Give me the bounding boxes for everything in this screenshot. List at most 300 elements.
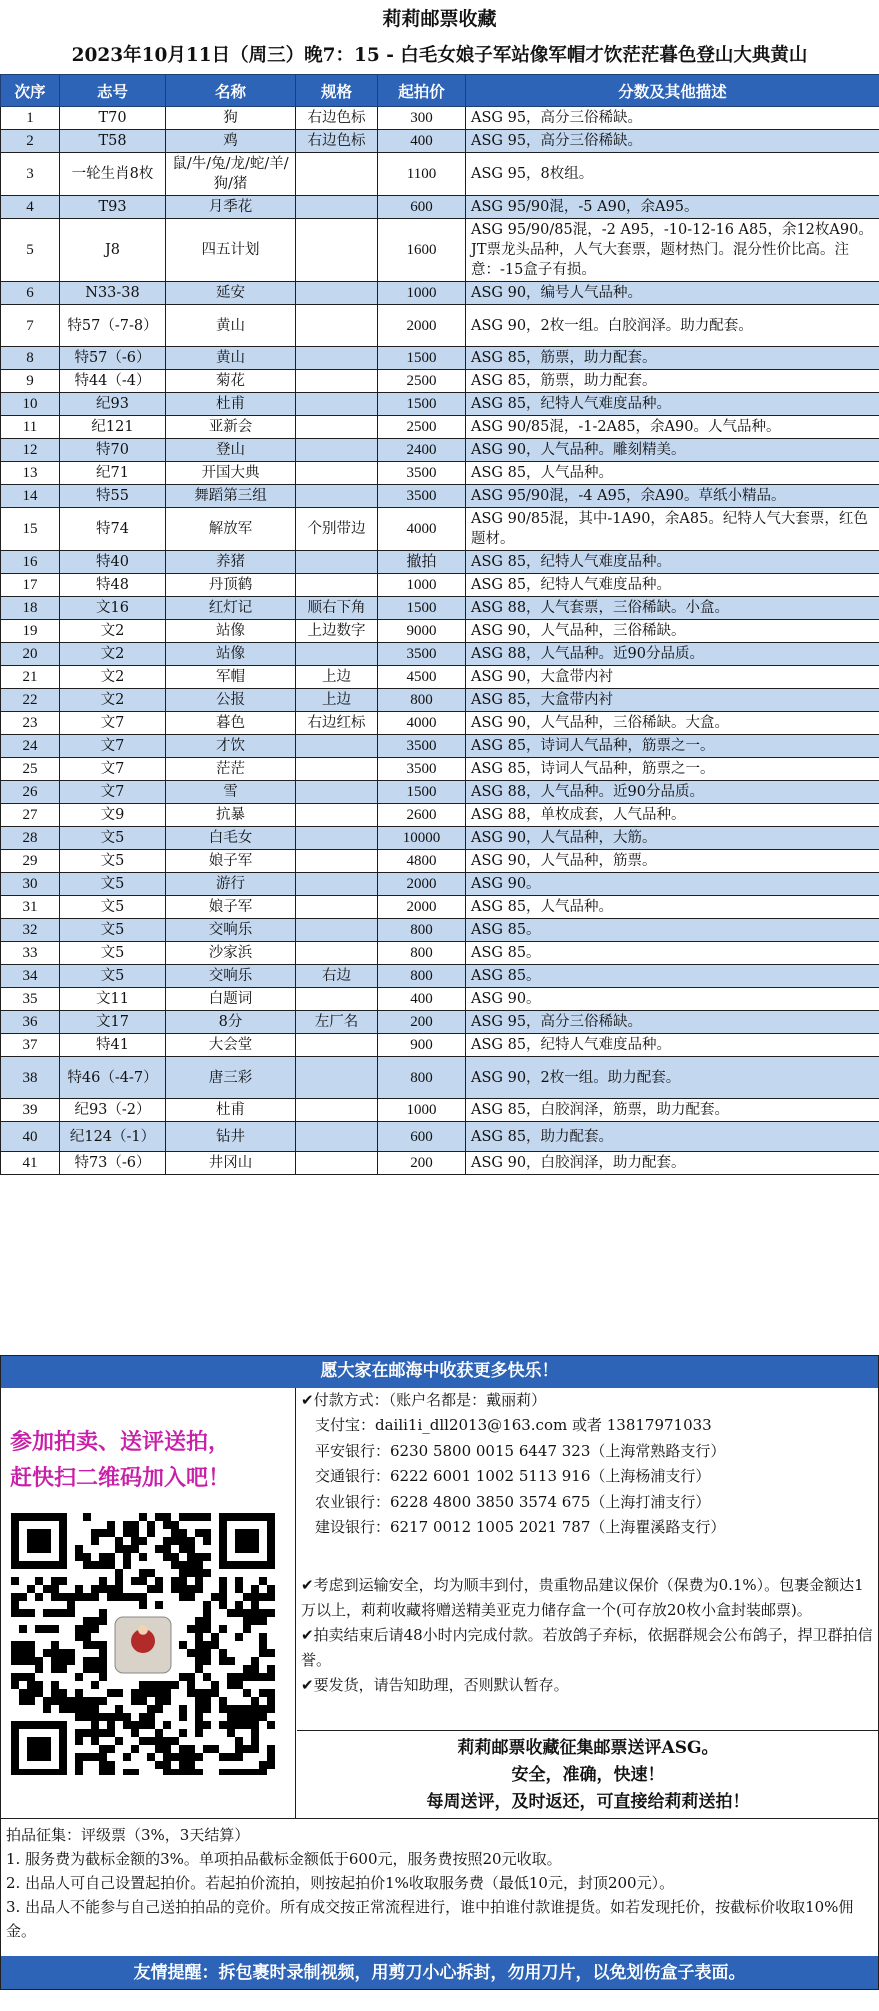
lot-code: 特55 bbox=[60, 485, 166, 508]
lot-code: 文7 bbox=[60, 712, 166, 735]
lot-spec bbox=[296, 551, 378, 574]
lot-name: 交响乐 bbox=[166, 919, 296, 942]
lot-code: 特57（-6） bbox=[60, 347, 166, 370]
table-row bbox=[1, 597, 879, 620]
lot-number: 18 bbox=[1, 597, 60, 620]
table-row bbox=[1, 666, 879, 689]
lot-spec bbox=[296, 1034, 378, 1057]
lot-start-price: 1500 bbox=[378, 393, 466, 416]
table-row bbox=[1, 370, 879, 393]
lot-number: 19 bbox=[1, 620, 60, 643]
lot-start-price: 3500 bbox=[378, 643, 466, 666]
table-row bbox=[1, 416, 879, 439]
lot-description: ASG 95/90混，-5 A90，余A95。 bbox=[466, 196, 879, 219]
lot-name: 沙家浜 bbox=[166, 942, 296, 965]
table-row bbox=[1, 439, 879, 462]
slogan-line-1: 莉莉邮票收藏征集邮票送评ASG。 bbox=[457, 1738, 719, 1758]
rules-header: 拍品征集：评级票（3%，3天结算） bbox=[6, 1826, 250, 1844]
grading-slogan bbox=[297, 1730, 879, 1818]
lot-name: 四五计划 bbox=[166, 219, 296, 282]
table-row bbox=[1, 219, 879, 282]
lot-name: 杜甫 bbox=[166, 393, 296, 416]
lot-spec: 上边数字 bbox=[296, 620, 378, 643]
header-no: 次序 bbox=[1, 75, 60, 107]
lot-name: 鸡 bbox=[166, 130, 296, 153]
lot-spec bbox=[296, 393, 378, 416]
lot-spec bbox=[296, 735, 378, 758]
lot-spec: 个别带边 bbox=[296, 508, 378, 551]
lot-start-price: 800 bbox=[378, 942, 466, 965]
lot-code: J8 bbox=[60, 219, 166, 282]
lot-spec: 右边红标 bbox=[296, 712, 378, 735]
lot-spec bbox=[296, 1122, 378, 1152]
lot-number: 12 bbox=[1, 439, 60, 462]
lot-code: 文2 bbox=[60, 689, 166, 712]
lot-description: ASG 90。 bbox=[466, 988, 879, 1011]
lot-code: 文2 bbox=[60, 620, 166, 643]
lot-start-price: 900 bbox=[378, 1034, 466, 1057]
lot-code: 纪121 bbox=[60, 416, 166, 439]
lot-description: ASG 95，8枚组。 bbox=[466, 153, 879, 196]
lot-number: 10 bbox=[1, 393, 60, 416]
table-row bbox=[1, 462, 879, 485]
lot-number: 1 bbox=[1, 107, 60, 130]
lot-start-price: 1000 bbox=[378, 574, 466, 597]
table-row bbox=[1, 804, 879, 827]
header-price: 起拍价 bbox=[378, 75, 466, 107]
lot-start-price: 2000 bbox=[378, 305, 466, 347]
lot-code: T93 bbox=[60, 196, 166, 219]
lot-number: 37 bbox=[1, 1034, 60, 1057]
rule-item: 1. 服务费为截标金额的3%。单项拍品截标金额低于600元，服务费按照20元收取。 bbox=[6, 1850, 562, 1868]
table-row bbox=[1, 1011, 879, 1034]
lot-number: 8 bbox=[1, 347, 60, 370]
lot-start-price: 4000 bbox=[378, 712, 466, 735]
payment-deadline-note: ✔拍卖结束后请48小时内完成付款。若放鸽子弃标，依据群规会公布鸽子，捍卫群拍信誉。 bbox=[301, 1626, 873, 1669]
lot-spec bbox=[296, 370, 378, 393]
lot-code: T58 bbox=[60, 130, 166, 153]
lot-spec bbox=[296, 643, 378, 666]
lot-name: 唐三彩 bbox=[166, 1057, 296, 1099]
lot-start-price: 600 bbox=[378, 1122, 466, 1152]
lot-spec: 上边 bbox=[296, 689, 378, 712]
lot-spec bbox=[296, 196, 378, 219]
lot-code: 特44（-4） bbox=[60, 370, 166, 393]
table-row bbox=[1, 508, 879, 551]
lot-name: 菊花 bbox=[166, 370, 296, 393]
lot-number: 38 bbox=[1, 1057, 60, 1099]
lot-description: ASG 90，大盒带内衬 bbox=[466, 666, 879, 689]
lot-start-price: 4800 bbox=[378, 850, 466, 873]
lot-description: ASG 90，人气品种，三俗稀缺。大盒。 bbox=[466, 712, 879, 735]
table-row bbox=[1, 107, 879, 130]
header-code: 志号 bbox=[60, 75, 166, 107]
lot-name: 交响乐 bbox=[166, 965, 296, 988]
lot-description: ASG 95，高分三俗稀缺。 bbox=[466, 130, 879, 153]
lot-spec bbox=[296, 153, 378, 196]
lot-spec bbox=[296, 873, 378, 896]
slogan-line-2: 安全，准确，快速！ bbox=[511, 1765, 665, 1785]
table-row bbox=[1, 965, 879, 988]
lot-description: ASG 85，大盒带内衬 bbox=[466, 689, 879, 712]
lot-number: 5 bbox=[1, 219, 60, 282]
lot-number: 41 bbox=[1, 1152, 60, 1175]
lot-name: 雪 bbox=[166, 781, 296, 804]
lot-start-price: 3500 bbox=[378, 758, 466, 781]
lot-spec bbox=[296, 347, 378, 370]
promo-line-2: 赶快扫二维码加入吧！ bbox=[10, 1465, 231, 1491]
lot-number: 24 bbox=[1, 735, 60, 758]
header-desc: 分数及其他描述 bbox=[466, 75, 879, 107]
lot-name: 白毛女 bbox=[166, 827, 296, 850]
lot-description: ASG 90，白胶润泽，助力配套。 bbox=[466, 1152, 879, 1175]
lot-code: 文7 bbox=[60, 758, 166, 781]
friendly-reminder: 友情提醒：拆包裹时录制视频，用剪刀小心拆封，勿用刀片，以免划伤盒子表面。 bbox=[0, 1956, 879, 1990]
lot-code: 文11 bbox=[60, 988, 166, 1011]
lot-start-price: 1500 bbox=[378, 781, 466, 804]
lot-number: 35 bbox=[1, 988, 60, 1011]
lot-start-price: 800 bbox=[378, 919, 466, 942]
table-row bbox=[1, 282, 879, 305]
table-row bbox=[1, 153, 879, 196]
lot-description: ASG 85，纪特人气难度品种。 bbox=[466, 551, 879, 574]
lot-start-price: 10000 bbox=[378, 827, 466, 850]
lot-start-price: 1000 bbox=[378, 1099, 466, 1122]
lot-start-price: 4500 bbox=[378, 666, 466, 689]
lot-code: 特41 bbox=[60, 1034, 166, 1057]
lot-spec bbox=[296, 219, 378, 282]
lot-spec: 上边 bbox=[296, 666, 378, 689]
bank-account: 建设银行：6217 0012 1005 2021 787（上海瞿溪路支行） bbox=[315, 1518, 726, 1536]
lot-name: 白题词 bbox=[166, 988, 296, 1011]
lot-code: 特70 bbox=[60, 439, 166, 462]
lot-description: ASG 85，纪特人气难度品种。 bbox=[466, 393, 879, 416]
lot-spec bbox=[296, 850, 378, 873]
lot-name: 狗 bbox=[166, 107, 296, 130]
lot-description: ASG 88，人气套票，三俗稀缺。小盒。 bbox=[466, 597, 879, 620]
greeting-banner: 愿大家在邮海中收获更多快乐！ bbox=[0, 1355, 879, 1388]
lot-name: 舞蹈第三组 bbox=[166, 485, 296, 508]
lot-name: 茫茫 bbox=[166, 758, 296, 781]
lot-number: 20 bbox=[1, 643, 60, 666]
lot-name: 站像 bbox=[166, 643, 296, 666]
lot-description: ASG 90，人气品种，筋票。 bbox=[466, 850, 879, 873]
lot-description: ASG 90，人气品种。雕刻精美。 bbox=[466, 439, 879, 462]
table-row bbox=[1, 689, 879, 712]
lot-description: ASG 90/85混，-1-2A85，余A90。人气品种。 bbox=[466, 416, 879, 439]
lot-number: 36 bbox=[1, 1011, 60, 1034]
lot-code: 文9 bbox=[60, 804, 166, 827]
lot-number: 11 bbox=[1, 416, 60, 439]
payment-header: ✔付款方式：（账户名都是：戴丽莉） bbox=[301, 1391, 547, 1409]
lot-spec bbox=[296, 988, 378, 1011]
lot-start-price: 800 bbox=[378, 1057, 466, 1099]
lot-number: 6 bbox=[1, 282, 60, 305]
lot-code: 文5 bbox=[60, 827, 166, 850]
lot-start-price: 2000 bbox=[378, 896, 466, 919]
lot-number: 3 bbox=[1, 153, 60, 196]
promo-text bbox=[10, 1424, 290, 1496]
header-name: 名称 bbox=[166, 75, 296, 107]
lot-name: 杜甫 bbox=[166, 1099, 296, 1122]
lot-spec bbox=[296, 1152, 378, 1175]
table-row bbox=[1, 758, 879, 781]
table-row bbox=[1, 873, 879, 896]
lot-code: 纪71 bbox=[60, 462, 166, 485]
lot-start-price: 1600 bbox=[378, 219, 466, 282]
table-row bbox=[1, 1099, 879, 1122]
table-row bbox=[1, 1152, 879, 1175]
lot-description: ASG 90。 bbox=[466, 873, 879, 896]
lot-name: 娘子军 bbox=[166, 850, 296, 873]
lot-name: 游行 bbox=[166, 873, 296, 896]
lot-code: 文5 bbox=[60, 919, 166, 942]
lot-number: 13 bbox=[1, 462, 60, 485]
lot-spec bbox=[296, 781, 378, 804]
table-row bbox=[1, 574, 879, 597]
lot-start-price: 3500 bbox=[378, 485, 466, 508]
lot-description: ASG 85，筋票，助力配套。 bbox=[466, 370, 879, 393]
lot-start-price: 300 bbox=[378, 107, 466, 130]
lot-spec: 顺右下角 bbox=[296, 597, 378, 620]
bank-account: 交通银行：6222 6001 1002 5113 916（上海杨浦支行） bbox=[315, 1467, 711, 1485]
lot-code: 特57（-7-8） bbox=[60, 305, 166, 347]
table-row bbox=[1, 393, 879, 416]
lot-number: 32 bbox=[1, 919, 60, 942]
lot-start-price: 2500 bbox=[378, 416, 466, 439]
lot-description: ASG 90，人气品种，三俗稀缺。 bbox=[466, 620, 879, 643]
lot-description: ASG 95/90/85混，-2 A95，-10-12-16 A85，余12枚A90。JT票龙头品种，人气大套票，题材热门。混分性价比高。注意：-15盒子有损。 bbox=[466, 219, 879, 282]
lot-name: 养猪 bbox=[166, 551, 296, 574]
alipay-account: 支付宝：daili1i_dll2013@163.com 或者 13817971033 bbox=[315, 1416, 712, 1434]
lot-start-price: 1000 bbox=[378, 282, 466, 305]
lot-start-price: 1100 bbox=[378, 153, 466, 196]
lot-name: 延安 bbox=[166, 282, 296, 305]
lot-start-price: 撤拍 bbox=[378, 551, 466, 574]
qr-code-icon[interactable] bbox=[10, 1513, 276, 1775]
lot-code: 特40 bbox=[60, 551, 166, 574]
table-row bbox=[1, 485, 879, 508]
lot-description: ASG 85。 bbox=[466, 942, 879, 965]
lot-description: ASG 85，纪特人气难度品种。 bbox=[466, 574, 879, 597]
lot-description: ASG 85，纪特人气难度品种。 bbox=[466, 1034, 879, 1057]
lot-number: 23 bbox=[1, 712, 60, 735]
lot-spec bbox=[296, 462, 378, 485]
lot-start-price: 1500 bbox=[378, 347, 466, 370]
table-row bbox=[1, 827, 879, 850]
lot-name: 站像 bbox=[166, 620, 296, 643]
lot-code: 文16 bbox=[60, 597, 166, 620]
bank-account: 农业银行：6228 4800 3850 3574 675（上海打浦支行） bbox=[315, 1493, 711, 1511]
slogan-line-3: 每周送评，及时返还，可直接给莉莉送拍！ bbox=[426, 1792, 750, 1812]
lot-number: 39 bbox=[1, 1099, 60, 1122]
lot-number: 4 bbox=[1, 196, 60, 219]
lot-start-price: 4000 bbox=[378, 508, 466, 551]
lot-start-price: 3500 bbox=[378, 462, 466, 485]
lot-number: 27 bbox=[1, 804, 60, 827]
lot-code: 特73（-6） bbox=[60, 1152, 166, 1175]
lot-name: 丹顶鹤 bbox=[166, 574, 296, 597]
lot-spec: 右边 bbox=[296, 965, 378, 988]
lot-start-price: 1500 bbox=[378, 597, 466, 620]
table-row bbox=[1, 781, 879, 804]
lot-number: 15 bbox=[1, 508, 60, 551]
lot-name: 亚新会 bbox=[166, 416, 296, 439]
lot-spec bbox=[296, 574, 378, 597]
lot-number: 17 bbox=[1, 574, 60, 597]
lot-name: 红灯记 bbox=[166, 597, 296, 620]
lot-spec: 右边色标 bbox=[296, 130, 378, 153]
table-row bbox=[1, 735, 879, 758]
lot-code: 文17 bbox=[60, 1011, 166, 1034]
lot-table bbox=[0, 74, 879, 1175]
promo-panel bbox=[0, 1388, 296, 1818]
lot-start-price: 9000 bbox=[378, 620, 466, 643]
lot-number: 21 bbox=[1, 666, 60, 689]
lot-description: ASG 85，筋票，助力配套。 bbox=[466, 347, 879, 370]
lot-code: 一轮生肖8枚 bbox=[60, 153, 166, 196]
table-row bbox=[1, 305, 879, 347]
lot-name: 解放军 bbox=[166, 508, 296, 551]
table-row bbox=[1, 712, 879, 735]
lot-description: ASG 88，单枚成套，人气品种。 bbox=[466, 804, 879, 827]
lot-name: 井冈山 bbox=[166, 1152, 296, 1175]
lot-description: ASG 85。 bbox=[466, 965, 879, 988]
lot-code: T70 bbox=[60, 107, 166, 130]
table-row bbox=[1, 942, 879, 965]
lot-name: 军帽 bbox=[166, 666, 296, 689]
lot-spec: 右边色标 bbox=[296, 107, 378, 130]
lot-code: 特48 bbox=[60, 574, 166, 597]
lot-name: 大会堂 bbox=[166, 1034, 296, 1057]
rule-item: 3. 出品人不能参与自己送拍拍品的竞价。所有成交按正常流程进行，谁中拍谁付款谁提货。如若发现托价，按截标价收取10%佣金。 bbox=[6, 1898, 854, 1940]
lot-start-price: 3500 bbox=[378, 735, 466, 758]
lot-description: ASG 90，人气品种，大筋。 bbox=[466, 827, 879, 850]
lot-spec bbox=[296, 942, 378, 965]
table-row bbox=[1, 620, 879, 643]
lot-name: 公报 bbox=[166, 689, 296, 712]
lot-number: 22 bbox=[1, 689, 60, 712]
lot-description: ASG 85，诗词人气品种，筋票之一。 bbox=[466, 735, 879, 758]
lot-description: ASG 85，人气品种。 bbox=[466, 896, 879, 919]
lot-code: 文5 bbox=[60, 965, 166, 988]
lot-number: 28 bbox=[1, 827, 60, 850]
lot-spec bbox=[296, 827, 378, 850]
table-row bbox=[1, 850, 879, 873]
lot-start-price: 2000 bbox=[378, 873, 466, 896]
lot-start-price: 400 bbox=[378, 988, 466, 1011]
lot-spec bbox=[296, 305, 378, 347]
lot-code: N33-38 bbox=[60, 282, 166, 305]
lot-spec bbox=[296, 804, 378, 827]
consignment-rules bbox=[0, 1818, 879, 1956]
lot-name: 钻井 bbox=[166, 1122, 296, 1152]
lot-spec bbox=[296, 1099, 378, 1122]
lot-name: 暮色 bbox=[166, 712, 296, 735]
page-title: 莉莉邮票收藏 bbox=[382, 8, 497, 30]
header-spec: 规格 bbox=[296, 75, 378, 107]
lot-description: ASG 90/85混，其中-1A90，余A85。纪特人气大套票，红色题材。 bbox=[466, 508, 879, 551]
lot-start-price: 2400 bbox=[378, 439, 466, 462]
lot-start-price: 200 bbox=[378, 1011, 466, 1034]
lot-name: 娘子军 bbox=[166, 896, 296, 919]
lot-description: ASG 85，人气品种。 bbox=[466, 462, 879, 485]
lot-description: ASG 95，高分三俗稀缺。 bbox=[466, 107, 879, 130]
lot-name: 黄山 bbox=[166, 305, 296, 347]
lot-start-price: 2600 bbox=[378, 804, 466, 827]
lot-name: 月季花 bbox=[166, 196, 296, 219]
lot-start-price: 2500 bbox=[378, 370, 466, 393]
lot-number: 30 bbox=[1, 873, 60, 896]
lot-number: 16 bbox=[1, 551, 60, 574]
lot-spec bbox=[296, 1057, 378, 1099]
lot-name: 鼠/牛/兔/龙/蛇/羊/狗/猪 bbox=[166, 153, 296, 196]
promo-line-1: 参加拍卖、送评送拍， bbox=[10, 1429, 231, 1455]
lot-code: 文2 bbox=[60, 643, 166, 666]
lot-name: 开国大典 bbox=[166, 462, 296, 485]
lot-description: ASG 88，人气品种。近90分品质。 bbox=[466, 781, 879, 804]
lot-spec bbox=[296, 416, 378, 439]
auction-subtitle: 2023年10月11日（周三）晚7：15 - 白毛女娘子军站像军帽才饮茫茫暮色登山大典黄山 bbox=[71, 45, 808, 66]
lot-code: 文5 bbox=[60, 942, 166, 965]
lot-description: ASG 85。 bbox=[466, 919, 879, 942]
lot-description: ASG 90，2枚一组。白胶润泽。助力配套。 bbox=[466, 305, 879, 347]
lot-code: 文5 bbox=[60, 873, 166, 896]
lot-start-price: 400 bbox=[378, 130, 466, 153]
lot-description: ASG 85，白胶润泽，筋票，助力配套。 bbox=[466, 1099, 879, 1122]
lot-description: ASG 90，编号人气品种。 bbox=[466, 282, 879, 305]
table-header-row bbox=[1, 75, 879, 107]
lot-number: 40 bbox=[1, 1122, 60, 1152]
lot-description: ASG 95，高分三俗稀缺。 bbox=[466, 1011, 879, 1034]
lot-number: 9 bbox=[1, 370, 60, 393]
lot-start-price: 800 bbox=[378, 689, 466, 712]
bank-account: 平安银行：6230 5800 0015 6447 323（上海常熟路支行） bbox=[315, 1442, 726, 1460]
lot-number: 14 bbox=[1, 485, 60, 508]
lot-spec: 左厂名 bbox=[296, 1011, 378, 1034]
lot-code: 文7 bbox=[60, 735, 166, 758]
shipping-note: ✔考虑到运输安全，均为顺丰到付，贵重物品建议保价（保费为0.1%）。包裹金额达1万以上，莉莉收藏将赠送精美亚克力储存盒一个(可存放20枚小盒封装邮票)。 bbox=[301, 1576, 864, 1619]
lot-spec bbox=[296, 919, 378, 942]
lot-description: ASG 88，人气品种。近90分品质。 bbox=[466, 643, 879, 666]
lot-number: 2 bbox=[1, 130, 60, 153]
table-row bbox=[1, 919, 879, 942]
lot-start-price: 800 bbox=[378, 965, 466, 988]
lot-name: 抗暴 bbox=[166, 804, 296, 827]
table-row bbox=[1, 196, 879, 219]
lot-code: 文5 bbox=[60, 896, 166, 919]
table-row bbox=[1, 1034, 879, 1057]
lot-name: 登山 bbox=[166, 439, 296, 462]
table-row bbox=[1, 551, 879, 574]
lot-number: 29 bbox=[1, 850, 60, 873]
lot-spec bbox=[296, 896, 378, 919]
lot-code: 特74 bbox=[60, 508, 166, 551]
lot-code: 纪93（-2） bbox=[60, 1099, 166, 1122]
lot-spec bbox=[296, 439, 378, 462]
lot-description: ASG 85，诗词人气品种，筋票之一。 bbox=[466, 758, 879, 781]
lot-number: 34 bbox=[1, 965, 60, 988]
lot-number: 26 bbox=[1, 781, 60, 804]
lot-number: 7 bbox=[1, 305, 60, 347]
table-row bbox=[1, 896, 879, 919]
table-row bbox=[1, 988, 879, 1011]
table-row bbox=[1, 347, 879, 370]
lot-code: 特46（-4-7） bbox=[60, 1057, 166, 1099]
payment-notes bbox=[301, 1573, 873, 1698]
lot-spec bbox=[296, 758, 378, 781]
lot-spec bbox=[296, 282, 378, 305]
